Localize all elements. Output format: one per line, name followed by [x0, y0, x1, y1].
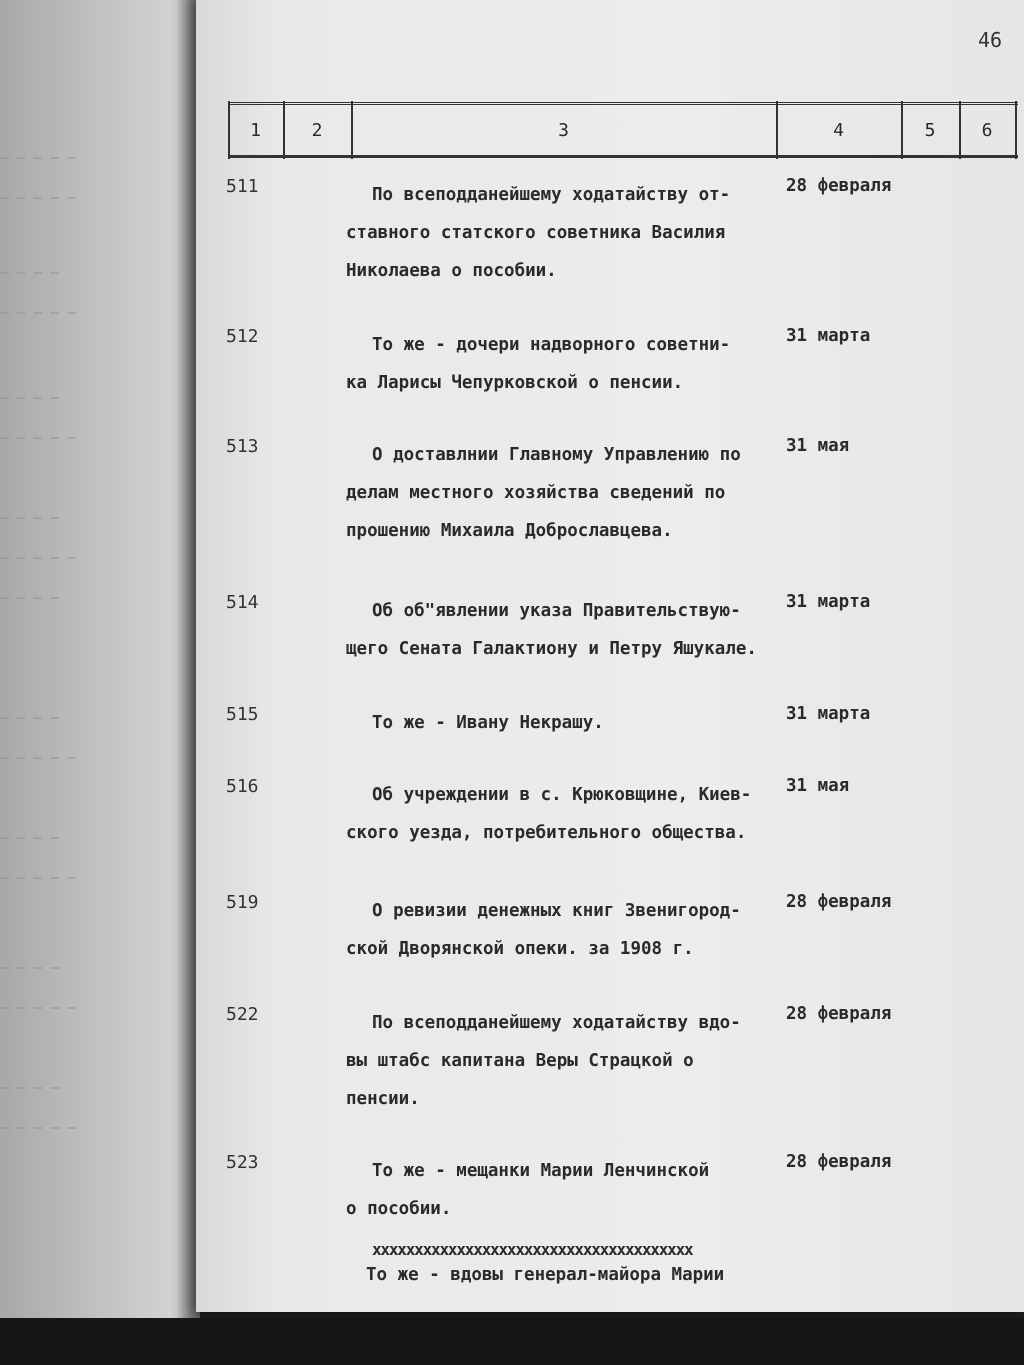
description-line: То же - Ивану Некрашу. — [372, 713, 604, 733]
description-line: Об учреждении в с. Крюковщине, Киев- — [372, 785, 752, 805]
left-page-bleed: — — — — — [0, 960, 60, 976]
column-label: 1 — [250, 119, 261, 141]
description-line: ставного статского советника Василия — [346, 223, 726, 243]
record-description — [346, 1004, 786, 1118]
column-label: 4 — [833, 119, 844, 141]
page-number: 46 — [978, 28, 1003, 52]
left-page-bleed: — — — — — [0, 390, 60, 406]
bottom-shadow — [0, 1318, 1024, 1365]
record-description — [346, 1152, 786, 1228]
left-page-bleed: — — — — — [0, 265, 60, 281]
column-label: 5 — [924, 119, 936, 141]
left-page-bleed: — — — — — — [0, 1000, 76, 1016]
left-page-bleed: — — — — — — [0, 550, 76, 566]
left-page-bleed: — — — — — — [0, 1120, 76, 1136]
description-line: прошению Михаила Доброславцева. — [346, 521, 673, 541]
record-date: 31 марта — [786, 326, 871, 346]
description-line: О ревизии денежных книг Звенигород- — [372, 901, 741, 921]
record-date: 31 марта — [786, 704, 871, 724]
left-page-bleed: — — — — — — [0, 190, 76, 206]
record-date: 28 февраля — [786, 176, 892, 196]
record-number: 511 — [226, 176, 259, 197]
record-number: 513 — [226, 436, 259, 457]
description-line: ка Ларисы Чепурковской о пенсии. — [346, 373, 684, 393]
record-number: 512 — [226, 326, 259, 347]
description-line: делам местного хозяйства сведений по — [346, 483, 726, 503]
column-header — [228, 102, 1018, 158]
left-page-bleed: — — — — — [0, 510, 60, 526]
description-line: То же - дочери надворного советни- — [372, 335, 731, 355]
description-line: о пособии. — [346, 1199, 452, 1219]
record-date: 28 февраля — [786, 1152, 892, 1172]
left-page-bleed: — — — — — — [0, 305, 76, 321]
left-page-bleed: — — — — — [0, 830, 60, 846]
left-page-bleed: — — — — — — [0, 430, 76, 446]
document-page — [196, 0, 1024, 1312]
record-number: 514 — [226, 592, 259, 613]
record-description — [346, 176, 786, 290]
column-label: 3 — [558, 119, 569, 141]
description-line: По всеподданейшему ходатайству от- — [372, 185, 731, 205]
left-page-bleed: — — — — — [0, 710, 60, 726]
left-page-bleed: — — — — — — [0, 150, 76, 166]
record-date: 28 февраля — [786, 892, 892, 912]
description-line: вы штабс капитана Веры Страцкой о — [346, 1051, 694, 1071]
separator-line: xxxxxxxxxxxxxxxxxxxxxxxxxxxxxxxxxxxxxx — [372, 1240, 693, 1259]
record-description — [346, 326, 786, 402]
description-line: Об об"явлении указа Правительствую- — [372, 601, 741, 621]
left-page-bleed: — — — — — — [0, 750, 76, 766]
record-description — [346, 592, 786, 668]
record-number: 515 — [226, 704, 259, 725]
description-line: щего Сената Галактиону и Петру Яшукале. — [346, 639, 757, 659]
column-divider — [1015, 101, 1017, 159]
record-date: 31 мая — [786, 436, 850, 456]
left-page — [0, 0, 200, 1318]
left-page-bleed: — — — — — [0, 1080, 60, 1096]
continued-text: То же - вдовы генерал-майора Марии — [366, 1265, 725, 1285]
record-description — [346, 704, 786, 742]
description-line: ского уезда, потребительного общества. — [346, 823, 747, 843]
column-label: 6 — [981, 119, 993, 141]
left-page-bleed: — — — — — — [0, 870, 76, 886]
record-number: 519 — [226, 892, 259, 913]
column-label: 2 — [311, 119, 323, 141]
description-line: пенсии. — [346, 1089, 420, 1109]
record-date: 31 марта — [786, 592, 871, 612]
record-number: 522 — [226, 1004, 259, 1025]
record-description — [346, 892, 786, 968]
description-line: ской Дворянской опеки. за 1908 г. — [346, 939, 694, 959]
left-page-bleed: — — — — — [0, 590, 60, 606]
record-number: 516 — [226, 776, 259, 797]
record-description — [346, 776, 786, 852]
description-line: О доставлнии Главному Управлению по — [372, 445, 741, 465]
description-line: Николаева о пособии. — [346, 261, 557, 281]
record-date: 28 февраля — [786, 1004, 892, 1024]
description-line: То же - мещанки Марии Ленчинской — [372, 1161, 710, 1181]
record-number: 523 — [226, 1152, 259, 1173]
record-description — [346, 436, 786, 550]
description-line: По всеподданейшему ходатайству вдо- — [372, 1013, 741, 1033]
record-date: 31 мая — [786, 776, 850, 796]
